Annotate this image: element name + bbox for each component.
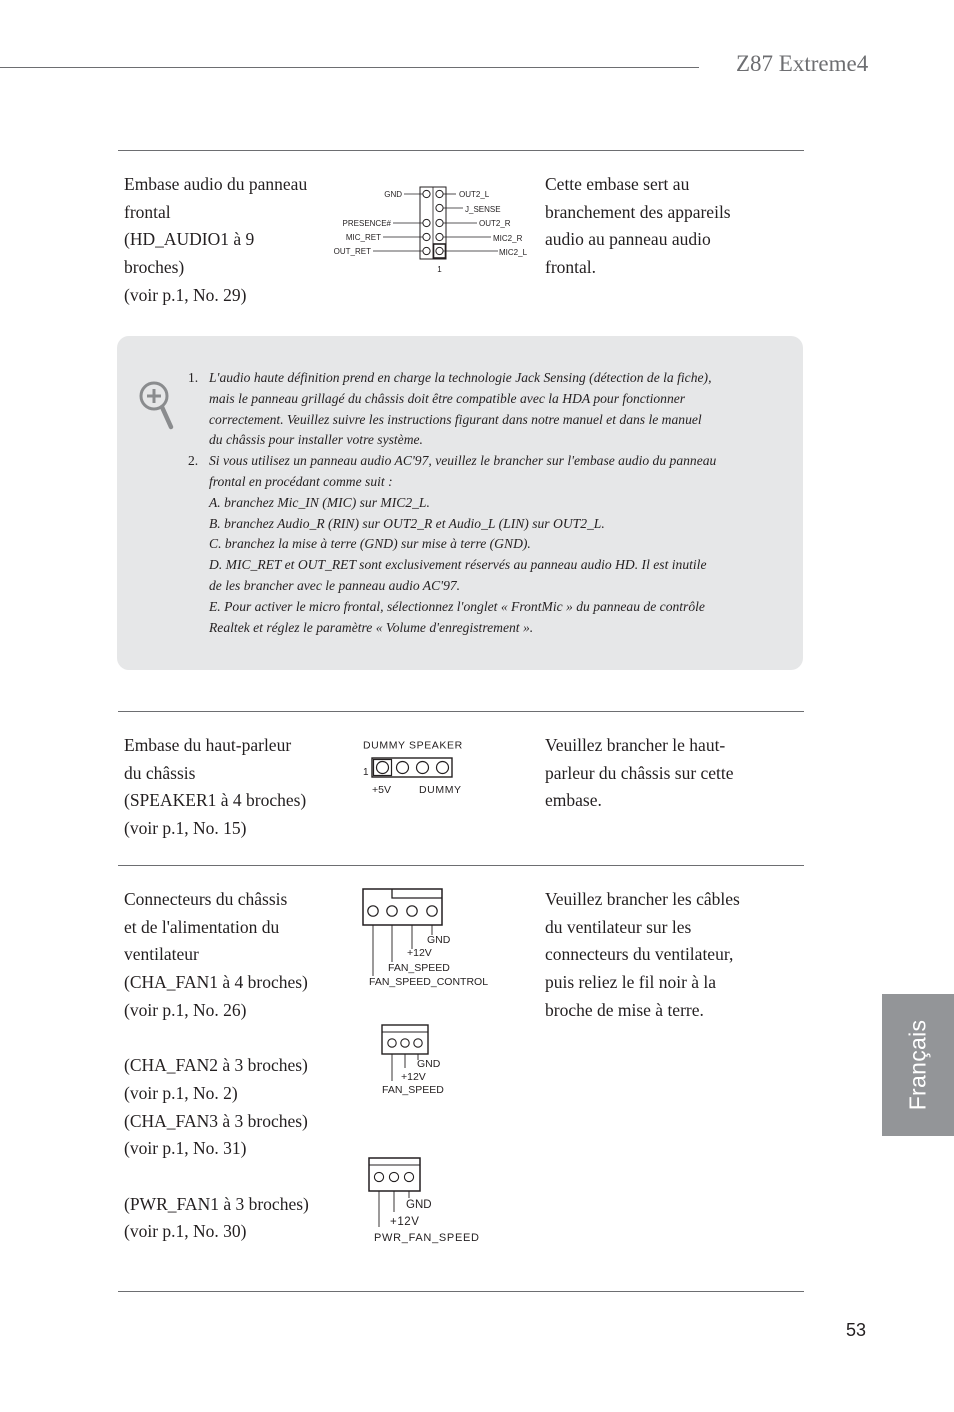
text-line: (voir p.1, No. 30): [124, 1221, 247, 1242]
header-rule: [0, 67, 699, 68]
text-line: branchement des appareils: [545, 201, 731, 222]
cha-fan2-pin-diagram: [378, 1022, 478, 1100]
text-line: (SPEAKER1 à 4 broches): [124, 790, 307, 811]
section-rule-speaker: [118, 711, 804, 712]
cha-fan1-pin-diagram: [360, 885, 520, 990]
fan-pin-label: FAN_SPEED: [382, 1084, 444, 1096]
note-line: de les brancher avec le panneau audio AC'97.: [209, 577, 461, 593]
text-line: puis reliez le fil noir à la: [545, 972, 717, 993]
text-line: embase.: [545, 790, 602, 811]
text-line: (HD_AUDIO1 à 9: [124, 229, 255, 250]
language-tab-label: Français: [904, 1019, 931, 1111]
section-rule-bottom: [118, 1291, 804, 1292]
note-line: frontal en procédant comme suit :: [209, 473, 393, 489]
language-tab: [882, 994, 954, 1136]
pin-label: MIC2_L: [499, 248, 528, 257]
fan-explanation: [545, 886, 740, 1025]
text-line: Veuillez brancher le haut-: [545, 735, 726, 755]
note-line: A. branchez Mic_IN (MIC) sur MIC2_L.: [209, 494, 430, 510]
note-line: E. Pour activer le micro frontal, sélectionnez l'onglet « FrontMic » du panneau de contrôle: [209, 598, 705, 614]
pwr-fan1-pin-diagram: [364, 1155, 494, 1247]
pin1-label: 1: [363, 767, 369, 778]
pin1-label: 1: [437, 265, 442, 274]
text-line: Embase du haut-parleur: [124, 735, 292, 755]
note-item: [188, 451, 758, 638]
speaker-bottom-left-label: +5V: [372, 784, 391, 796]
text-line: (CHA_FAN3 à 3 broches): [124, 1110, 308, 1131]
note-line: Realtek et réglez le paramètre « Volume d'enregistrement ».: [209, 619, 534, 635]
pin-label: MIC2_R: [493, 234, 523, 243]
hd-audio-pin-diagram: [325, 180, 540, 280]
fan-pin-label: GND: [427, 934, 451, 946]
fan-pin-label: +12V: [390, 1216, 420, 1228]
blank-line: [124, 1025, 309, 1053]
page-title: Z87 Extreme4: [736, 51, 869, 76]
text-line: broche de mise à terre.: [545, 999, 704, 1020]
blank-line: [124, 1163, 309, 1191]
pin-label: OUT2_L: [459, 190, 490, 199]
page-number: 53: [846, 1320, 867, 1340]
fan-pin-label: GND: [417, 1058, 441, 1070]
fan-pin-label: FAN_SPEED_CONTROL: [369, 976, 489, 988]
note-line: C. branchez la mise à terre (GND) sur mise à terre (GND).: [209, 536, 531, 552]
text-line: (PWR_FAN1 à 3 broches): [124, 1193, 309, 1214]
text-line: Embase audio du panneau: [124, 174, 308, 194]
text-line: frontal.: [545, 257, 597, 278]
note-line: correctement. Veuillez suivre les instructions figurant dans notre manuel et dans le manuel: [209, 411, 702, 427]
text-line: du ventilateur sur les: [545, 916, 692, 937]
fan-pin-label: +12V: [407, 947, 432, 959]
text-line: et de l'alimentation du: [124, 916, 280, 937]
text-line: (CHA_FAN2 à 3 broches): [124, 1055, 308, 1076]
text-line: audio au panneau audio: [545, 229, 711, 250]
note-number: 1.: [188, 370, 199, 385]
pin-label: OUT2_R: [479, 219, 511, 228]
note-item: [188, 368, 758, 451]
speaker-bottom-right-label: DUMMY: [419, 784, 462, 796]
speaker-top-label: DUMMY SPEAKER: [363, 739, 463, 752]
note-line: mais le panneau grillagé du châssis doit être compatible avec la HDA pour fonctionner: [209, 390, 686, 406]
text-line: (voir p.1, No. 26): [124, 999, 247, 1020]
note-line: du châssis pour installer votre système.: [209, 432, 423, 448]
pin-label: MIC_RET: [345, 233, 381, 242]
text-line: (voir p.1, No. 2): [124, 1082, 238, 1103]
text-line: (CHA_FAN1 à 4 broches): [124, 972, 308, 993]
note-line: B. branchez Audio_R (RIN) sur OUT2_R et Audio_L (LIN) sur OUT2_L.: [209, 515, 605, 531]
text-line: (voir p.1, No. 31): [124, 1138, 247, 1159]
text-line: broches): [124, 257, 185, 278]
pin-label: PRESENCE#: [342, 219, 391, 228]
text-line: (voir p.1, No. 29): [124, 284, 247, 305]
hd-audio-description: [124, 171, 307, 310]
pin-label: GND: [384, 190, 402, 199]
note-list: [188, 368, 758, 638]
text-line: frontal: [124, 201, 171, 222]
text-line: Cette embase sert au: [545, 174, 690, 194]
magnifier-plus-icon: [138, 380, 178, 432]
fan-pin-label: FAN_SPEED: [388, 962, 450, 974]
section-rule-top: [118, 150, 804, 151]
text-line: Veuillez brancher les câbles: [545, 889, 740, 909]
fan-pin-label: GND: [406, 1199, 432, 1211]
note-line: D. MIC_RET et OUT_RET sont exclusivement réservés au panneau audio HD. Il est inutile: [209, 557, 707, 573]
speaker-explanation: [545, 732, 734, 815]
pin-label: J_SENSE: [465, 205, 501, 214]
note-line: L'audio haute définition prend en charge la technologie Jack Sensing (détection de la fiche),: [209, 370, 712, 385]
text-line: parleur du châssis sur cette: [545, 762, 734, 783]
fan-pin-label: PWR_FAN_SPEED: [374, 1232, 480, 1244]
speaker-pin-diagram: [358, 736, 488, 800]
text-line: (voir p.1, No. 15): [124, 818, 247, 839]
text-line: du châssis: [124, 762, 196, 783]
section-rule-fans: [118, 865, 804, 866]
fan-description: [124, 886, 309, 1246]
speaker-description: [124, 732, 306, 843]
text-line: ventilateur: [124, 944, 199, 965]
pin-label: OUT_RET: [333, 247, 371, 256]
note-line: Si vous utilisez un panneau audio AC'97, veuillez le brancher sur l'embase audio du panneau: [209, 453, 717, 469]
text-line: Connecteurs du châssis: [124, 889, 288, 909]
hd-audio-explanation: [545, 171, 731, 282]
fan-pin-label: +12V: [401, 1071, 426, 1083]
note-number: 2.: [188, 453, 199, 469]
text-line: connecteurs du ventilateur,: [545, 944, 734, 965]
